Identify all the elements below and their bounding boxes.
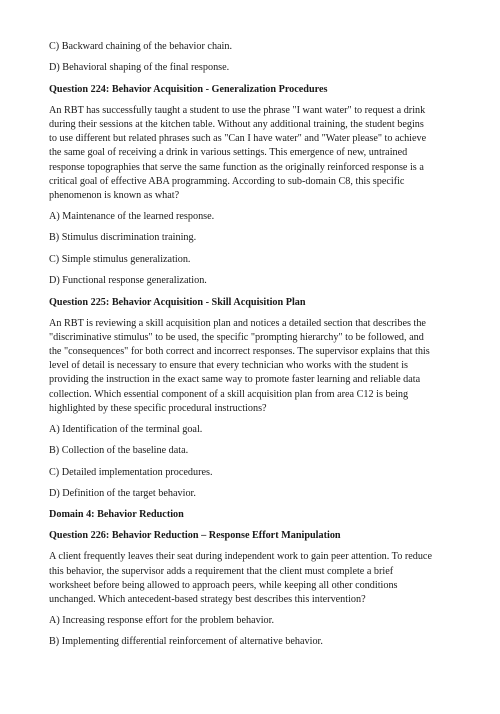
question-line: "discriminative stimulus" to be used, the specific "prompting hierarchy" to be followed, and: [49, 331, 424, 343]
option-b: B) Collection of the baseline data.: [49, 445, 189, 457]
question-line: A client frequently leaves their seat during independent work to gain peer attention. To reduce: [49, 551, 432, 563]
domain-4-heading: Domain 4: Behavior Reduction: [49, 509, 184, 521]
question-line: collection. Which essential component of a skill acquisition plan from area C12 is being: [49, 388, 409, 400]
question-226-heading: Question 226: Behavior Reduction – Response Effort Manipulation: [49, 530, 341, 542]
question-line: the same goal of receiving a drink in various settings. This emergence of new, untrained: [49, 147, 408, 159]
question-225-text: [49, 317, 459, 416]
question-line: providing the instruction in the exact same way to promote faster learning and reliable data: [49, 374, 421, 386]
option-d: D) Functional response generalization.: [49, 275, 207, 287]
question-225-heading: Question 225: Behavior Acquisition - Skill Acquisition Plan: [49, 296, 306, 308]
option-b: B) Implementing differential reinforcement of alternative behavior.: [49, 636, 323, 648]
question-line: worksheet before being allowed to approach peers, while keeping all other conditions: [49, 579, 398, 591]
option-c: C) Backward chaining of the behavior chain.: [49, 41, 233, 52]
question-line: highlighted by these specific procedural instructions?: [49, 402, 267, 414]
option-c: C) Detailed implementation procedures.: [49, 466, 213, 478]
question-224-text: [49, 104, 459, 203]
option-a: A) Identification of the terminal goal.: [49, 423, 203, 435]
question-226-text: [49, 550, 459, 607]
question-line: to use different but related phrases such as "Can I have water" and "Water please" to achieve: [49, 133, 427, 145]
document-page: [49, 40, 459, 657]
question-line: response topographies that serve the same function as the originally reinforced response is a: [49, 161, 424, 173]
question-line: level of detail is necessary to ensure that every technician who works with the student is: [49, 360, 409, 372]
question-224-heading: Question 224: Behavior Acquisition - Generalization Procedures: [49, 83, 328, 95]
question-line: An RBT is reviewing a skill acquisition plan and notices a detailed section that describes the: [49, 317, 426, 329]
option-c: C) Simple stimulus generalization.: [49, 253, 191, 265]
question-line: the "consequences" for both correct and incorrect responses. The supervisor explains that this: [49, 345, 430, 357]
option-a: A) Increasing response effort for the problem behavior.: [49, 614, 274, 626]
option-d: D) Definition of the target behavior.: [49, 487, 196, 499]
option-d: D) Behavioral shaping of the final response.: [49, 62, 230, 74]
question-line: during their sessions at the kitchen table. Without any additional training, the student begins: [49, 118, 424, 130]
question-line: this behavior, the supervisor adds a requirement that the client must complete a brief: [49, 565, 394, 577]
question-line: An RBT has successfully taught a student to use the phrase "I want water" to request a drink: [49, 104, 426, 116]
question-line: phenomenon is known as what?: [49, 190, 180, 201]
question-line: critical goal of effective ABA programming. According to sub-domain C8, this specific: [49, 175, 405, 187]
option-a: A) Maintenance of the learned response.: [49, 211, 215, 222]
question-line: unchanged. Which antecedent-based strategy best describes this intervention?: [49, 593, 366, 605]
option-b: B) Stimulus discrimination training.: [49, 232, 197, 244]
